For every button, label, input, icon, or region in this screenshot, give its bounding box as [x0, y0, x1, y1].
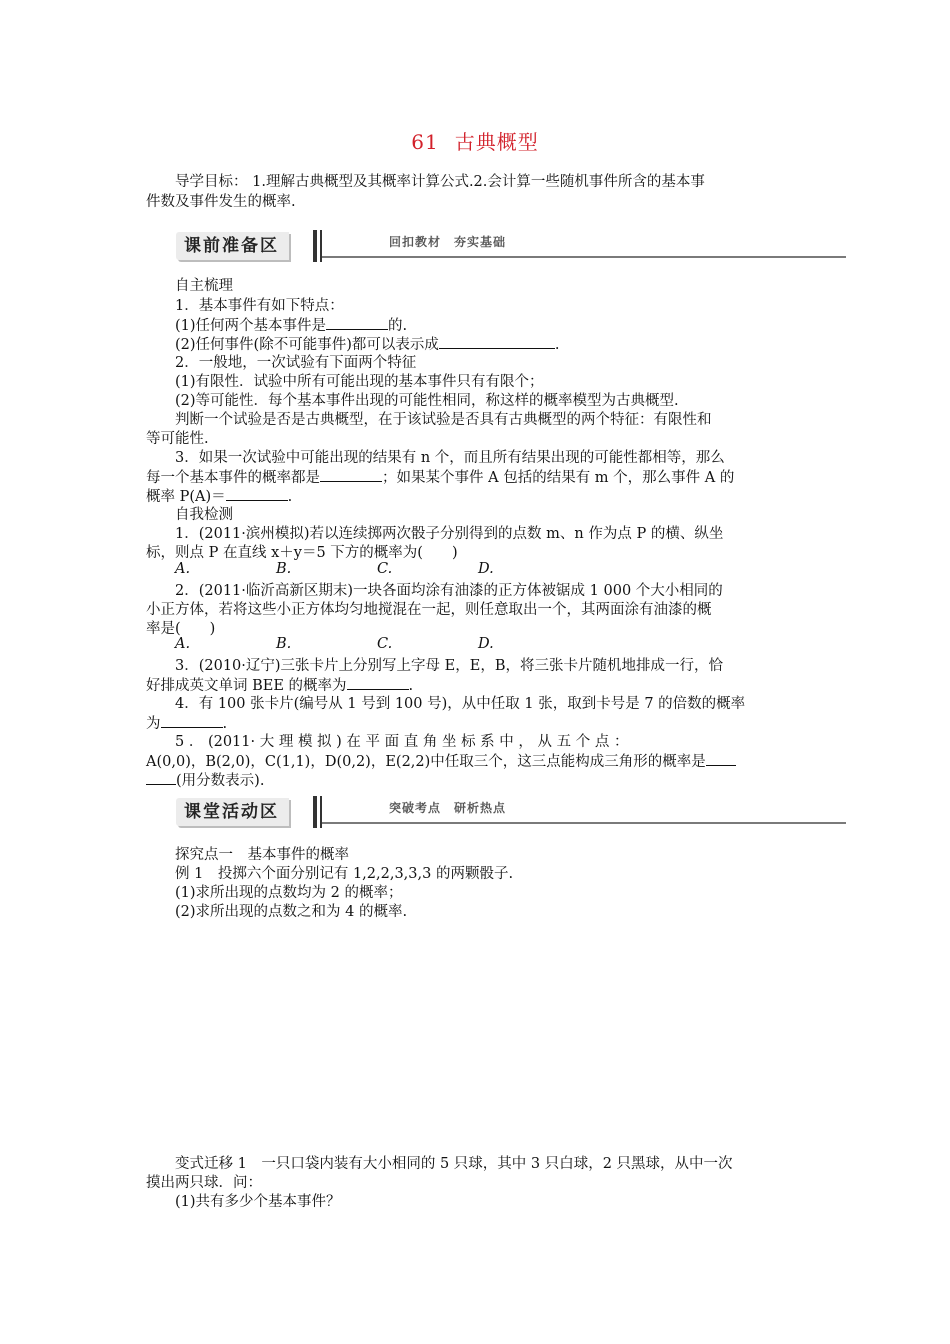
banner-rule [322, 822, 846, 824]
review-item-2c-line-1: 判断一个试验是否是古典概型，在于该试验是否具有古典概型的两个特征：有限性和 [175, 412, 712, 428]
example-1-part-2: (2)求所出现的点数之和为 4 的概率. [175, 904, 408, 920]
fill-blank [226, 486, 288, 501]
question-2-line-2: 小正方体，若将这些小正方体均匀地搅混在一起，则任意取出一个，其两面涂有油漆的概 [146, 602, 712, 618]
fill-blank [320, 467, 382, 482]
option-b: B. [276, 636, 292, 652]
option-d: D. [478, 561, 494, 577]
section-banner-preparation [176, 230, 846, 264]
section-subtitle: 回扣教材 夯实基础 [389, 235, 507, 249]
page-title [0, 126, 950, 155]
question-5-line-2: A(0,0)，B(2,0)，C(1,1)，D(0,2)，E(2,2)中任取三个，这三点能构成三角形的概率是 [146, 751, 816, 772]
review-item-1: 1．基本事件有如下特点： [175, 298, 344, 314]
section-tag: 课堂活动区 [176, 798, 289, 826]
question-1-options [146, 559, 816, 579]
option-c: C. [377, 561, 393, 577]
section-subtitle: 突破考点 研析热点 [389, 801, 507, 815]
explore-heading: 探究点一 基本事件的概率 [175, 847, 349, 863]
fill-blank [347, 675, 409, 690]
learning-goals-line-1: 导学目标： 1.理解古典概型及其概率计算公式.2.会计算一些随机事件所含的基本事 [175, 174, 705, 190]
learning-goals-line-2: 件数及事件发生的概率. [146, 194, 296, 210]
example-1-part-1: (1)求所出现的点数均为 2 的概率； [175, 885, 403, 901]
question-1-line-1: 1．(2011·滨州模拟)若以连续掷两次骰子分别得到的点数 m、n 作为点 P 的横、纵坐 [175, 526, 724, 542]
section-banner-classroom [176, 796, 846, 830]
variant-1-part-1: (1)共有多少个基本事件？ [175, 1194, 341, 1210]
question-5-line-1: 5 ． (2011· 大 理 模 拟 ) 在 平 面 直 角 坐 标 系 中 ， 从 五 个 点 ： [175, 734, 629, 750]
banner-rule [322, 256, 846, 258]
question-2-line-1: 2．(2011·临沂高新区期末)一块各面均涂有油漆的正方体被锯成 1 000 个大小相同的 [175, 583, 723, 599]
question-3-line-1: 3．(2010·辽宁)三张卡片上分别写上字母 E，E，B，将三张卡片随机地排成一行，恰 [175, 658, 723, 674]
question-2-options [146, 634, 816, 654]
option-b: B. [276, 561, 292, 577]
option-c: C. [377, 636, 393, 652]
fill-blank [146, 770, 176, 785]
lesson-number: 61 [411, 130, 439, 154]
question-4-line-2: 为 . [146, 713, 816, 734]
variant-1-line-2: 摸出两只球．问： [146, 1175, 262, 1191]
review-item-3-line-2: 每一个基本事件的概率都是 ；如果某个事件 A 包括的结果有 m 个，那么事件 A 的 [146, 467, 816, 488]
review-item-2b: (2)等可能性．每个基本事件出现的可能性相同，称这样的概率模型为古典概型. [175, 393, 679, 409]
banner-divider [313, 230, 317, 262]
question-5-line-3: (用分数表示). [146, 770, 816, 791]
fill-blank [439, 334, 555, 349]
check-heading: 自我检测 [175, 507, 233, 523]
lesson-title: 古典概型 [454, 130, 539, 154]
question-1-line-2: 标，则点 P 在直线 x＋y＝5 下方的概率为( ) [146, 545, 458, 561]
review-item-2a: (1)有限性．试验中所有可能出现的基本事件只有有限个； [175, 374, 544, 390]
option-d: D. [478, 636, 494, 652]
option-a: A. [175, 561, 191, 577]
review-item-2: 2．一般地，一次试验有下面两个特征 [175, 355, 417, 371]
fill-blank [161, 713, 223, 728]
review-item-1a: (1)任何两个基本事件是 的. [146, 315, 816, 336]
variant-1-line-1: 变式迁移 1 一只口袋内装有大小相同的 5 只球，其中 3 只白球，2 只黑球，从中一次 [175, 1156, 733, 1172]
banner-divider [313, 796, 317, 828]
review-heading: 自主梳理 [175, 278, 233, 294]
fill-blank [326, 315, 388, 330]
section-tag: 课前准备区 [176, 232, 289, 260]
review-item-3-line-3: 概率 P(A)＝ . [146, 486, 816, 507]
review-item-3-line-1: 3．如果一次试验中可能出现的结果有 n 个，而且所有结果出现的可能性都相等，那么 [175, 450, 725, 466]
question-2-line-3: 率是( ) [146, 621, 216, 637]
question-4-line-1: 4．有 100 张卡片(编号从 1 号到 100 号)，从中任取 1 张，取到卡号是 7 的倍数的概率 [175, 696, 746, 712]
option-a: A. [175, 636, 191, 652]
question-3-line-2: 好排成英文单词 BEE 的概率为 . [146, 675, 816, 696]
fill-blank [706, 751, 736, 766]
review-item-1b: (2)任何事件(除不可能事件)都可以表示成 . [146, 334, 816, 355]
example-1: 例 1 投掷六个面分别记有 1,2,2,3,3,3 的两颗骰子. [175, 866, 514, 882]
review-item-2c-line-2: 等可能性. [146, 431, 209, 447]
